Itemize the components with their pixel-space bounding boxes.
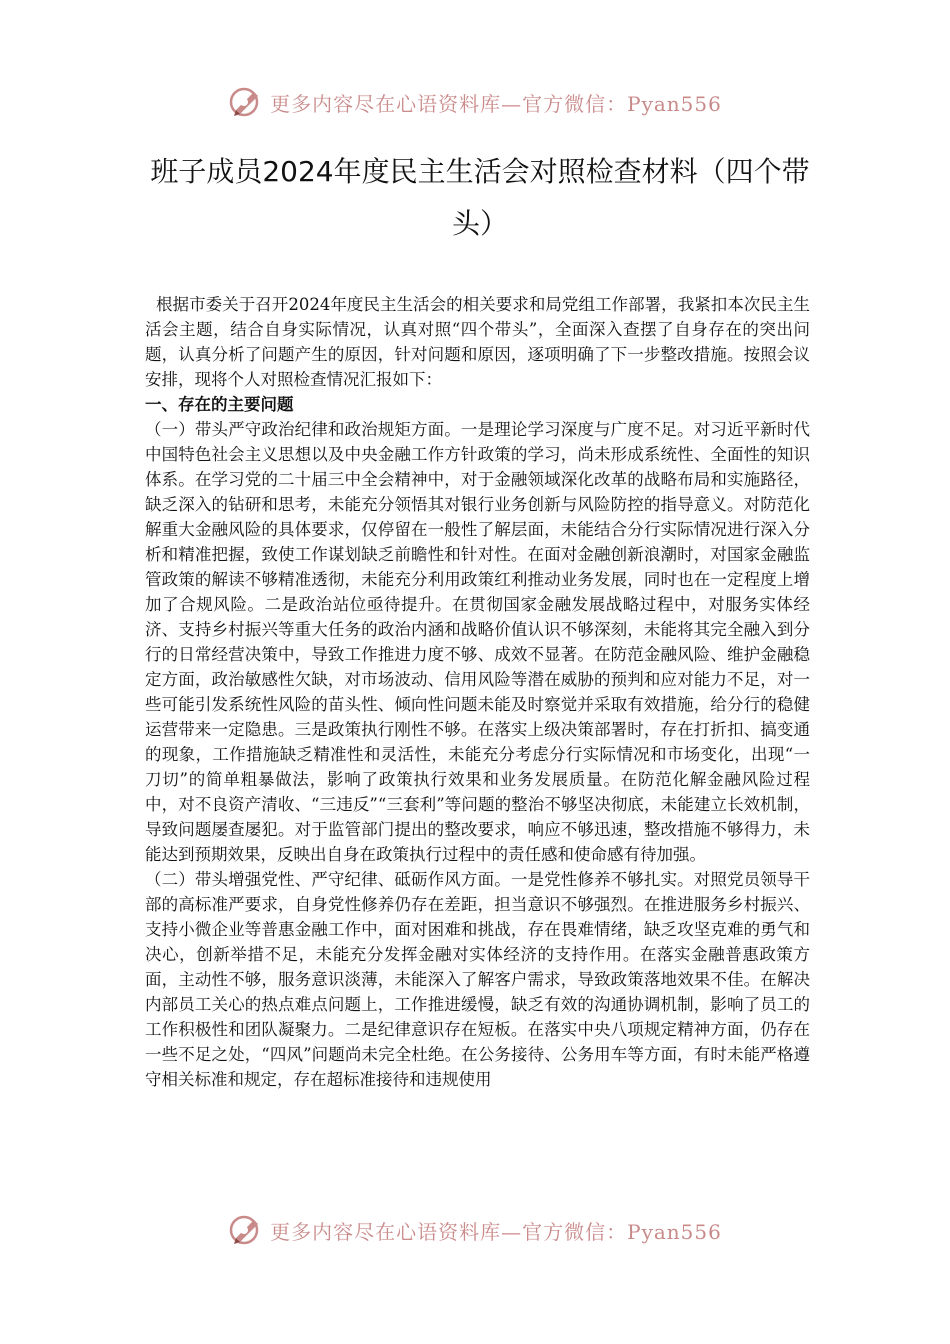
intro-paragraph: 根据市委关于召开2024年度民主生活会的相关要求和局党组工作部署，我紧扣本次民主生活会主题，结合自身实际情况，认真对照“四个带头”，全面深入查摆了自身存在的突出问题，认真分析了问题产生的原因，针对问题和原因，逐项明确了下一步整改措施。按照会议安排，现将个人对照检查情况汇报如下： bbox=[145, 295, 810, 389]
pen-logo-icon bbox=[228, 84, 264, 120]
document-body bbox=[145, 292, 810, 1092]
watermark-text: 更多内容尽在心语资料库—官方微信：Pyan556 bbox=[270, 91, 722, 116]
document-title: 班子成员2024年度民主生活会对照检查材料（四个带头） bbox=[150, 155, 810, 240]
watermark-banner-bottom bbox=[0, 1210, 950, 1250]
paragraph-political-discipline: （一）带头严守政治纪律和政治规矩方面。一是理论学习深度与广度不足。对习近平新时代中国特色社会主义思想以及中央金融工作方针政策的学习，尚未形成系统性、全面性的知识体系。在学习党的二十届三中全会精神中，对于金融领域深化改革的战略布局和实施路径，缺乏深入的钻研和思考，未能充分领悟其对银行业务创新与风险防控的指导意义。对防范化解重大金融风险的具体要求，仅停留在一般性了解层面，未能结合分行实际情况进行深入分析和精准把握，致使工作谋划缺乏前瞻性和针对性。在面对金融创新浪潮时，对国家金融监管政策的解读不够精准透彻，未能充分利用政策红利推动业务发展，同时也在一定程度上增加了合规风险。二是政治站位亟待提升。在贯彻国家金融发展战略过程中，对服务实体经济、支持乡村振兴等重大任务的政治内涵和战略价值认识不够深刻，未能将其完全融入到分行的日常经营决策中，导致工作推进力度不够、成效不显著。在防范金融风险、维护金融稳定方面，政治敏感性欠缺，对市场波动、信用风险等潜在威胁的预判和应对能力不足，对一些可能引发系统性风险的苗头性、倾向性问题未能及时察觉并采取有效措施，给分行的稳健运营带来一定隐患。三是政策执行刚性不够。在落实上级决策部署时，存在打折扣、搞变通的现象，工作措施缺乏精准性和灵活性，未能充分考虑分行实际情况和市场变化，出现“一刀切”的简单粗暴做法，影响了政策执行效果和业务发展质量。在防范化解金融风险过程中，对不良资产清收、“三违反”“三套利”等问题的整治不够坚决彻底，未能建立长效机制，导致问题屡查屡犯。对于监管部门提出的整改要求，响应不够迅速，整改措施不够得力，未能达到预期效果，反映出自身在政策执行过程中的责任感和使命感有待加强。 bbox=[145, 420, 810, 864]
pen-logo-icon bbox=[228, 1212, 264, 1248]
watermark-text: 更多内容尽在心语资料库—官方微信：Pyan556 bbox=[270, 1219, 722, 1244]
section-heading: 一、存在的主要问题 bbox=[145, 395, 294, 414]
paragraph-party-spirit: （二）带头增强党性、严守纪律、砥砺作风方面。一是党性修养不够扎实。对照党员领导干部的高标准严要求，自身党性修养仍存在差距，担当意识不够强烈。在推进服务乡村振兴、支持小微企业等普惠金融工作中，面对困难和挑战，存在畏难情绪，缺乏攻坚克难的勇气和决心，创新举措不足，未能充分发挥金融对实体经济的支持作用。在落实金融普惠政策方面，主动性不够，服务意识淡薄，未能深入了解客户需求，导致政策落地效果不佳。在解决内部员工关心的热点难点问题上，工作推进缓慢，缺乏有效的沟通协调机制，影响了员工的工作积极性和团队凝聚力。二是纪律意识存在短板。在落实中央八项规定精神方面，仍存在一些不足之处，“四风”问题尚未完全杜绝。在公务接待、公务用车等方面，有时未能严格遵守相关标准和规定，存在超标准接待和违规使用 bbox=[145, 870, 810, 1089]
watermark-banner-top bbox=[0, 82, 950, 122]
